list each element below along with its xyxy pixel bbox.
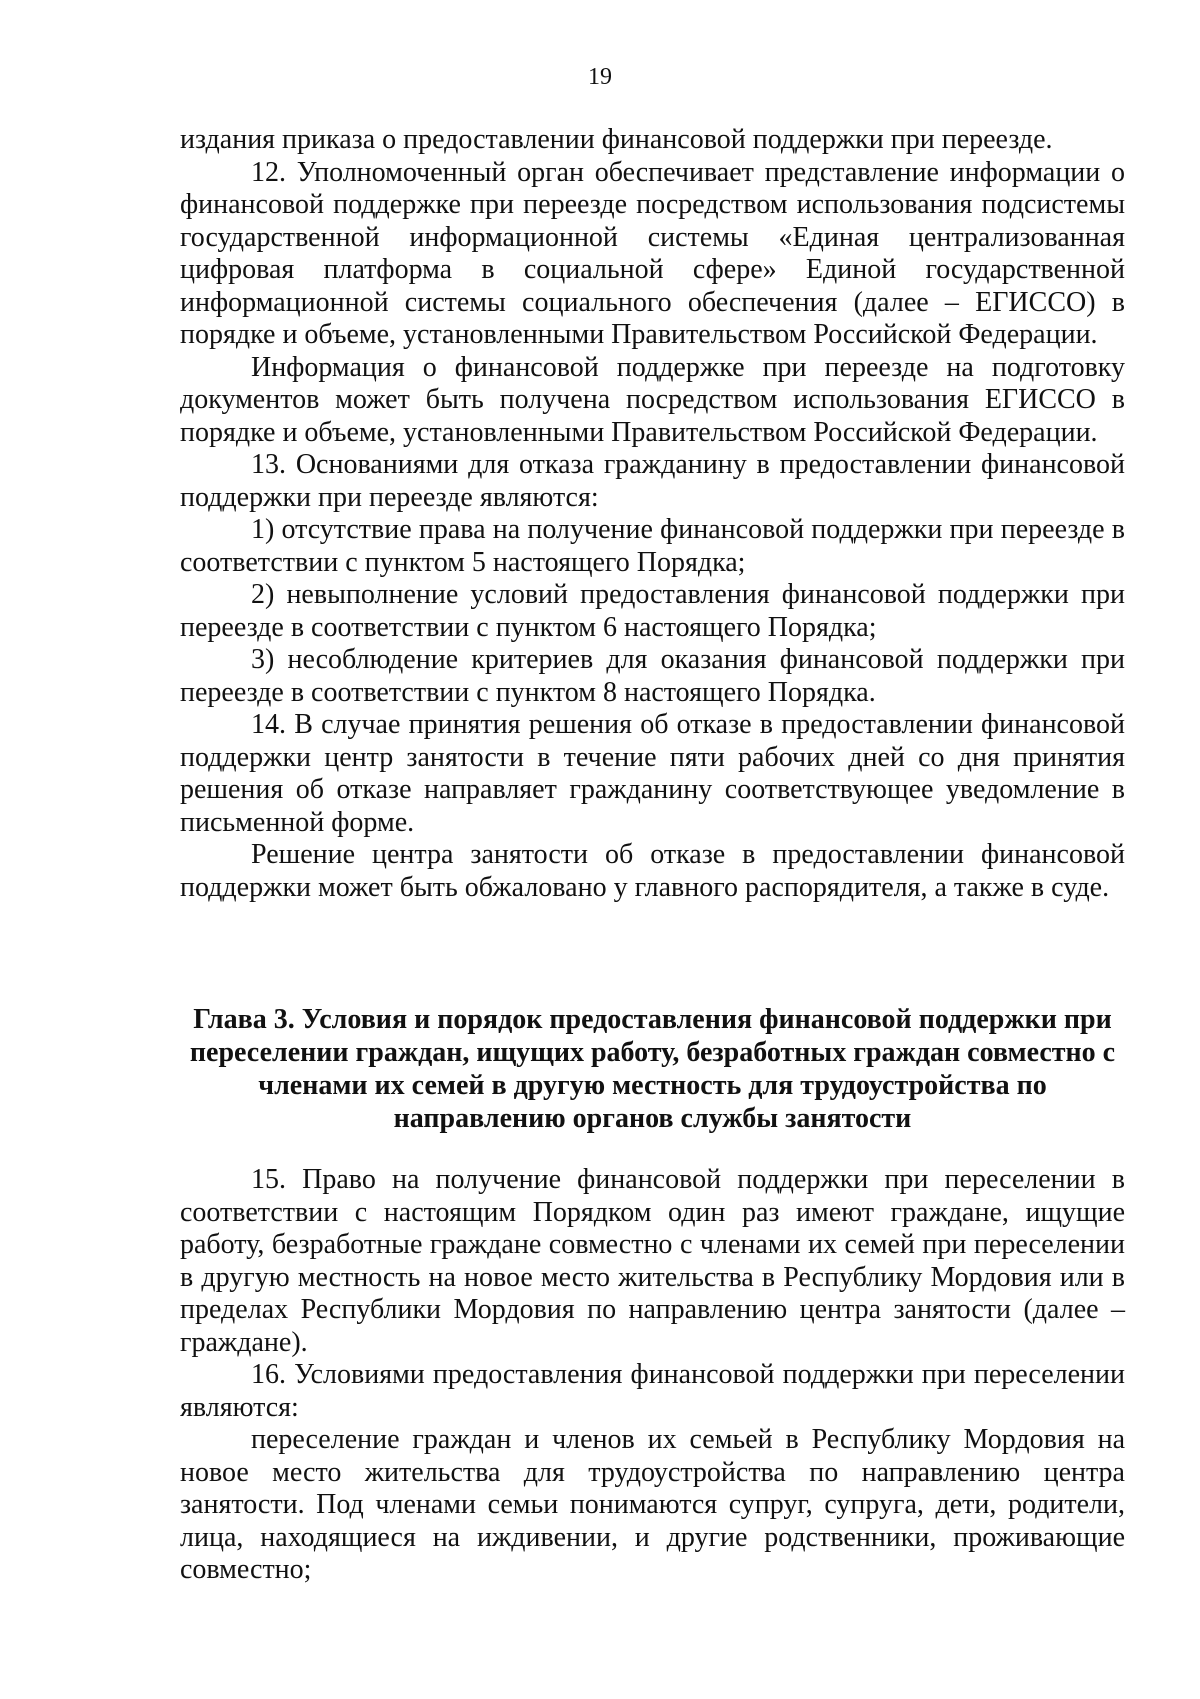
paragraph-subitem-3: 3) несоблюдение критериев для оказания финансовой поддержки при переезде в соответствии с пунктом 8 настоящего Порядка. (180, 644, 1125, 708)
chapter-heading: Глава 3. Условия и порядок предоставления финансовой поддержки при переселении граждан, ищущих работу, безработных граждан совместно с членами их семей в другую местность для трудоустройства по направлению органов службы занятости (189, 1004, 1116, 1134)
paragraph-subitem-2: 2) невыполнение условий предоставления финансовой поддержки при переезде в соответствии с пунктом 6 настоящего Порядка; (180, 579, 1125, 643)
body-text-top (180, 124, 1125, 904)
paragraph-continuation: издания приказа о предоставлении финансовой поддержки при переезде. (180, 124, 1053, 155)
paragraph-appeal: Решение центра занятости об отказе в предоставлении финансовой поддержки может быть обжаловано у главного распорядителя, а также в суде. (180, 839, 1125, 903)
paragraph-subitem-1: 1) отсутствие права на получение финансовой поддержки при переезде в соответствии с пунктом 5 настоящего Порядка; (180, 514, 1125, 578)
paragraph-item-16: 16. Условиями предоставления финансовой поддержки при переселении являются: (180, 1359, 1125, 1423)
paragraph-relocation-conditions: переселение граждан и членов их семьей в Республику Мордовия на новое место жительства для трудоустройства по направлению центра занятости. Под членами семьи понимаются супруг, супруга, дети, родители, лица, находящиеся на иждивении, и другие родственники, проживающие совместно; (180, 1424, 1125, 1585)
page-number: 19 (588, 64, 612, 90)
paragraph-item-13: 13. Основаниями для отказа гражданину в предоставлении финансовой поддержки при переезде являются: (180, 449, 1125, 513)
paragraph-egisso-info: Информация о финансовой поддержке при переезде на подготовку документов может быть получена посредством использования ЕГИССО в порядке и объеме, установленными Правительством Российской Федерации. (180, 351, 1125, 448)
paragraph-item-12: 12. Уполномоченный орган обеспечивает представление информации о финансовой поддержке при переезде посредством использования подсистемы государственной информационной системы «Единая централизованная цифровая платформа в социальной сфере» Единой государственной информационной системы социального обеспечения (далее – ЕГИССО) в порядке и объеме, установленными Правительством Российской Федерации. (180, 156, 1125, 350)
body-text-bottom (180, 1164, 1125, 1587)
paragraph-item-14: 14. В случае принятия решения об отказе в предоставлении финансовой поддержки центр занятости в течение пяти рабочих дней со дня принятия решения об отказе направляет гражданину соответствующее уведомление в письменной форме. (180, 709, 1125, 838)
paragraph-item-15: 15. Право на получение финансовой поддержки при переселении в соответствии с настоящим Порядком один раз имеют граждане, ищущие работу, безработные граждане совместно с членами их семей при переселении в другую местность на новое место жительства в Республику Мордовия или в пределах Республики Мордовия по направлению центра занятости (далее – граждане). (180, 1164, 1125, 1358)
